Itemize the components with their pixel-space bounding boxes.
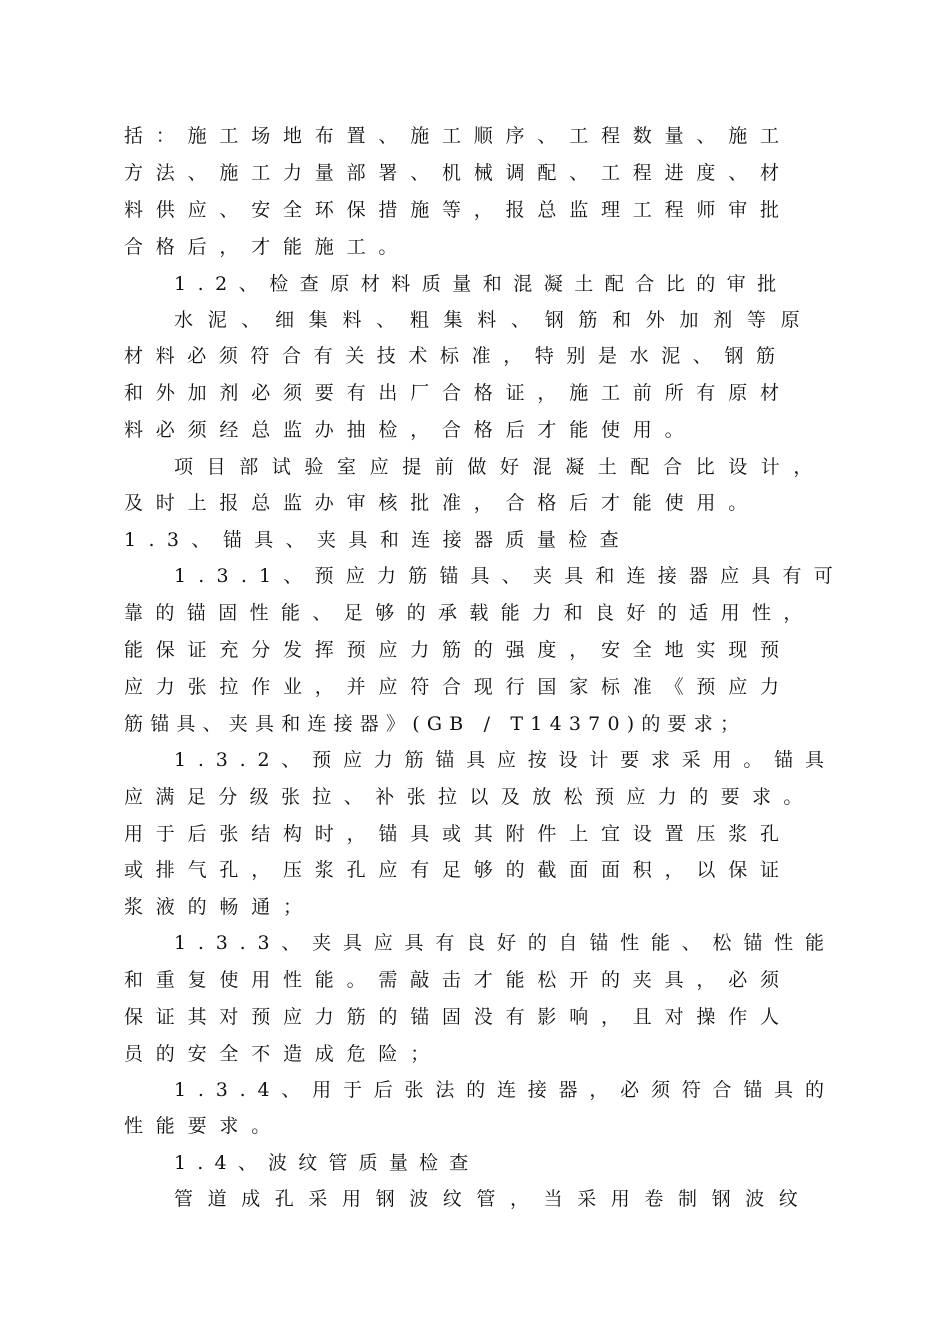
text-line: 筋锚具、夹具和连接器》(GB / T14370)的要求； bbox=[124, 713, 747, 735]
text-line: 及时上报总监办审核批准，合格后才能使用。 bbox=[124, 492, 761, 514]
text-line: 料供应、安全环保措施等，报总监理工程师审批 bbox=[124, 199, 792, 221]
text-line: 括：施工场地布置、施工顺序、工程数量、施工 bbox=[124, 125, 792, 147]
text-line: 材料必须符合有关技术标准，特别是水泥、钢筋 bbox=[124, 345, 788, 367]
section-heading: 1.3、锚具、夹具和连接器质量检查 bbox=[124, 529, 632, 551]
text-line: 水泥、细集料、粗集料、钢筋和外加剂等原 bbox=[174, 309, 815, 331]
text-line: 项目部试验室应提前做好混凝土配合比设计， bbox=[174, 456, 827, 478]
subsection-heading: 1.3.3、夹具应具有良好的自锚性能、松锚性能 bbox=[174, 932, 836, 954]
text-line: 保证其对预应力筋的锚固没有影响，且对操作人 bbox=[124, 1006, 792, 1028]
text-line: 合格后，才能施工。 bbox=[124, 236, 411, 258]
subsection-heading: 1.3.2、预应力筋锚具应按设计要求采用。锚具 bbox=[174, 749, 836, 771]
subsection-heading: 1.3.4、用于后张法的连接器，必须符合锚具的 bbox=[174, 1079, 836, 1101]
text-line: 员的安全不造成危险； bbox=[124, 1043, 443, 1065]
section-heading: 1.4、波纹管质量检查 bbox=[174, 1152, 480, 1174]
text-line: 应力张拉作业，并应符合现行国家标准《预应力 bbox=[124, 676, 792, 698]
text-line: 和重复使用性能。需敲击才能松开的夹具，必须 bbox=[124, 969, 792, 991]
text-line: 性能要求。 bbox=[124, 1115, 284, 1137]
text-line: 方法、施工力量部署、机械调配、工程进度、材 bbox=[124, 162, 792, 184]
text-line: 浆液的畅通； bbox=[124, 896, 315, 918]
text-line: 用于后张结构时，锚具或其附件上宜设置压浆孔 bbox=[124, 823, 792, 845]
text-line: 料必须经总监办抽检，合格后才能使用。 bbox=[124, 419, 697, 441]
text-line: 能保证充分发挥预应力筋的强度，安全地实现预 bbox=[124, 639, 792, 661]
text-line: 靠的锚固性能、足够的承载能力和良好的适用性， bbox=[124, 602, 815, 624]
text-line: 或排气孔，压浆孔应有足够的截面面积，以保证 bbox=[124, 859, 792, 881]
text-line: 和外加剂必须要有出厂合格证，施工前所有原材 bbox=[124, 382, 792, 404]
text-line: 应满足分级张拉、补张拉以及放松预应力的要求。 bbox=[124, 786, 815, 808]
text-line: 管道成孔采用钢波纹管，当采用卷制钢波纹 bbox=[174, 1188, 813, 1210]
section-heading: 1.2、检查原材料质量和混凝土配合比的审批 bbox=[174, 273, 788, 295]
subsection-heading: 1.3.1、预应力筋锚具、夹具和连接器应具有可 bbox=[174, 565, 845, 587]
